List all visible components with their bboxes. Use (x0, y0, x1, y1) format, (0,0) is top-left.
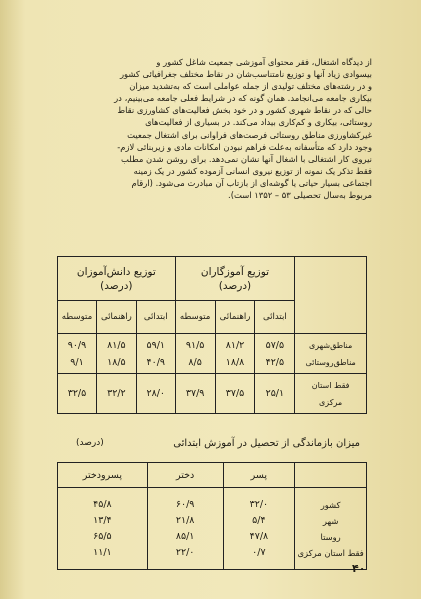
students-unit: (درصد) (100, 279, 133, 292)
table-row (58, 374, 367, 414)
text-line: از دیدگاه اشتغال، فقر محتوای آموزشی جمعیت شاغل کشور و (156, 57, 372, 67)
boys-values: ۳۲/۰ ۵/۴ ۴۷/۸ ۰/۷ (223, 488, 295, 570)
text-line: نیروی کار اشتغالی با اشغال آنها نشان نمی‌دهد. برای روشن شدن مطلب (120, 153, 372, 164)
teachers-title: توزیع آموزگاران (200, 265, 270, 278)
column-header-boys: پسر (223, 463, 295, 488)
corner-cell (295, 463, 367, 488)
text-line: مربوط به‌سال تحصیلی ۵۳ – ۱۳۵۲ است). (228, 190, 372, 201)
text-line: بیکاری جامعه می‌انجامد. همان گونه که در شرایط فعلی جامعه می‌بینیم، در (114, 93, 372, 104)
dropout-table-title: میزان بازماندگی از تحصیل در آموزش ابتدائی (173, 438, 360, 449)
students-title: توزیع دانش‌آموزان (76, 265, 156, 278)
dropout-table-caption (60, 438, 360, 449)
students-group-header (58, 257, 176, 301)
both-values: ۴۵/۸ ۱۳/۴ ۶۵/۵ ۱۱/۱ (58, 488, 148, 570)
level-header-secondary: متوسطه (175, 301, 215, 334)
table-cell: ۲۸/۰ (136, 374, 175, 414)
text-line: اجتماعی بسیار حیاتی یا گوشه‌ای از بازتاب آن مبادرت می‌شود. (ارقام (131, 177, 372, 188)
teachers-group-header (175, 257, 295, 301)
table-cell: ۵۷/۵ ۴۲/۵ (255, 334, 295, 374)
level-header-guidance: راهنمائی (96, 301, 136, 334)
level-header-secondary: متوسطه (58, 301, 97, 334)
teachers-unit: (درصد) (218, 279, 252, 292)
distribution-table (57, 256, 367, 414)
row-labels: کشور شهر روستا فقط استان مرکزی (295, 488, 367, 570)
table-row (58, 334, 367, 374)
girls-values: ۶۰/۹ ۲۱/۸ ۸۵/۱ ۲۲/۰ (147, 488, 223, 570)
corner-cell (295, 257, 367, 334)
table-cell: ۸۱/۲ ۱۸/۸ (215, 334, 255, 374)
text-line: روستائی، بیکاری و کم‌کاری بیداد می‌کند. در بسیاری از فعالیت‌های (145, 117, 372, 128)
level-header-guidance: راهنمائی (215, 301, 255, 334)
text-line: حالی که در نقاط شهری کشور و در خود بخش فعالیت‌های کشاورزی نقاط (117, 105, 372, 116)
row-label-central-province: فقط استان مرکزی (295, 374, 367, 414)
text-line: بیسوادی زیاد آنها و توزیع نامتناسب‌شان در نقاط مختلف جغرافیائی کشور (120, 69, 372, 80)
table-cell: ۳۷/۹ (175, 374, 215, 414)
column-header-girls: دختر (147, 463, 223, 488)
row-label (295, 334, 367, 374)
text-line: فقط تذکر یک نمونه از توزیع نیروی انسانی آزموده کشور در یک زمینه (133, 165, 372, 176)
page-number: ۴۰ (352, 562, 366, 575)
table-cell: ۳۲/۵ (58, 374, 97, 414)
dropout-table (57, 462, 367, 570)
text-line: و در رشته‌های مختلف تولیدی از جمله عواملی است که به‌تشدید میزان (129, 81, 372, 92)
row-label-rural: مناطق‌روستائی (305, 357, 356, 367)
table-row (58, 488, 367, 570)
text-line: غیرکشاورزی مناطق روستائی فرصت‌های فراوانی برای اشتغال جمعیت (127, 129, 372, 140)
table-cell: ۵۹/۱ ۴۰/۹ (136, 334, 175, 374)
table-cell: ۳۷/۵ (215, 374, 255, 414)
table-cell: ۸۱/۵ ۱۸/۵ (96, 334, 136, 374)
level-header-primary: ابتدائی (255, 301, 295, 334)
column-header-both: پسرودختر (58, 463, 148, 488)
table-cell: ۹۱/۵ ۸/۵ (175, 334, 215, 374)
level-header-primary: ابتدائی (136, 301, 175, 334)
text-line: وجود دارد که متأسفانه به‌علت فراهم نبودن امکانات مادی و زیربنائی لازم- (117, 141, 372, 152)
table-cell: ۹۰/۹ ۹/۱ (58, 334, 97, 374)
body-paragraph (52, 56, 372, 201)
dropout-table-unit: (درصد) (76, 438, 104, 448)
table-cell: ۳۲/۲ (96, 374, 136, 414)
row-label-urban: مناطق‌شهری (309, 340, 353, 350)
table-cell: ۲۵/۱ (255, 374, 295, 414)
